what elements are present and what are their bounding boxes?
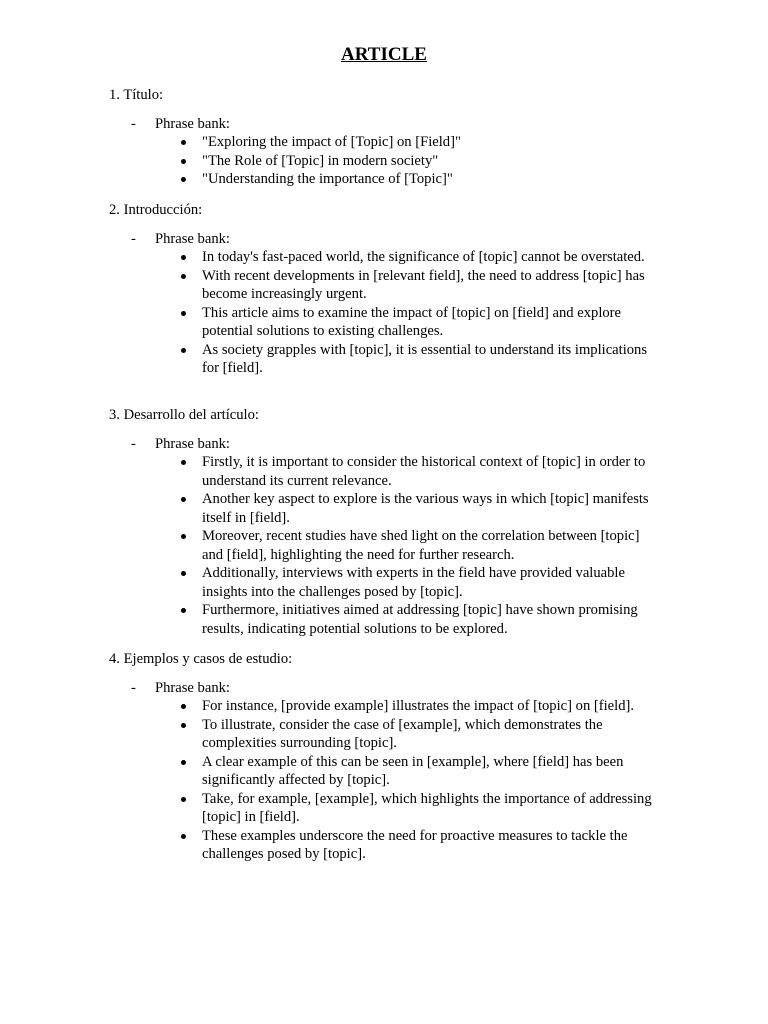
dash-marker: - xyxy=(131,230,136,247)
list-item: Take, for example, [example], which highlights the importance of addressing [topic] in [field]. xyxy=(109,790,657,827)
phrase-bank xyxy=(109,435,669,639)
phrase-list xyxy=(109,133,669,189)
list-item: These examples underscore the need for proactive measures to tackle the challenges posed by [topic]. xyxy=(109,827,657,864)
phrase-bank-label: Phrase bank: xyxy=(155,435,230,452)
list-item: Another key aspect to explore is the various ways in which [topic] manifests itself in [field]. xyxy=(109,490,657,527)
dash-marker: - xyxy=(131,679,136,696)
section-heading: 4. Ejemplos y casos de estudio: xyxy=(109,651,293,667)
section-heading: 3. Desarrollo del artículo: xyxy=(109,407,259,423)
phrase-bank xyxy=(109,679,669,864)
list-item: Furthermore, initiatives aimed at addressing [topic] have shown promising results, indicating potential solutions to be explored. xyxy=(109,601,657,638)
phrase-list xyxy=(109,248,669,378)
section-ejemplos xyxy=(109,650,669,864)
page-title: ARTICLE xyxy=(341,44,427,65)
dash-marker: - xyxy=(131,115,136,132)
phrase-bank xyxy=(109,230,669,378)
list-item: To illustrate, consider the case of [example], which demonstrates the complexities surrounding [topic]. xyxy=(109,716,657,753)
list-item: "Understanding the importance of [Topic]" xyxy=(109,170,657,189)
list-item: A clear example of this can be seen in [example], where [field] has been significantly affected by [topic]. xyxy=(109,753,657,790)
list-item: In today's fast-paced world, the significance of [topic] cannot be overstated. xyxy=(109,248,657,267)
phrase-bank xyxy=(109,115,669,189)
list-item: Additionally, interviews with experts in the field have provided valuable insights into the challenges posed by [topic]. xyxy=(109,564,657,601)
phrase-bank-label: Phrase bank: xyxy=(155,230,230,247)
phrase-list xyxy=(109,697,669,864)
section-heading: 2. Introducción: xyxy=(109,202,203,218)
section-introduccion xyxy=(109,201,669,378)
phrase-bank-label: Phrase bank: xyxy=(155,679,230,696)
list-item: "Exploring the impact of [Topic] on [Field]" xyxy=(109,133,657,152)
list-item: Moreover, recent studies have shed light on the correlation between [topic] and [field], highlighting the need for further research. xyxy=(109,527,657,564)
list-item: "The Role of [Topic] in modern society" xyxy=(109,152,657,171)
list-item: With recent developments in [relevant field], the need to address [topic] has become increasingly urgent. xyxy=(109,267,657,304)
list-item: This article aims to examine the impact of [topic] on [field] and explore potential solutions to existing challenges. xyxy=(109,304,657,341)
section-heading: 1. Título: xyxy=(109,87,164,103)
dash-marker: - xyxy=(131,435,136,452)
list-item: Firstly, it is important to consider the historical context of [topic] in order to understand its current relevance. xyxy=(109,453,657,490)
section-titulo xyxy=(109,86,669,189)
list-item: As society grapples with [topic], it is essential to understand its implications for [field]. xyxy=(109,341,657,378)
phrase-list xyxy=(109,453,669,638)
list-item: For instance, [provide example] illustrates the impact of [topic] on [field]. xyxy=(109,697,657,716)
phrase-bank-label: Phrase bank: xyxy=(155,115,230,132)
section-desarrollo xyxy=(109,406,669,638)
